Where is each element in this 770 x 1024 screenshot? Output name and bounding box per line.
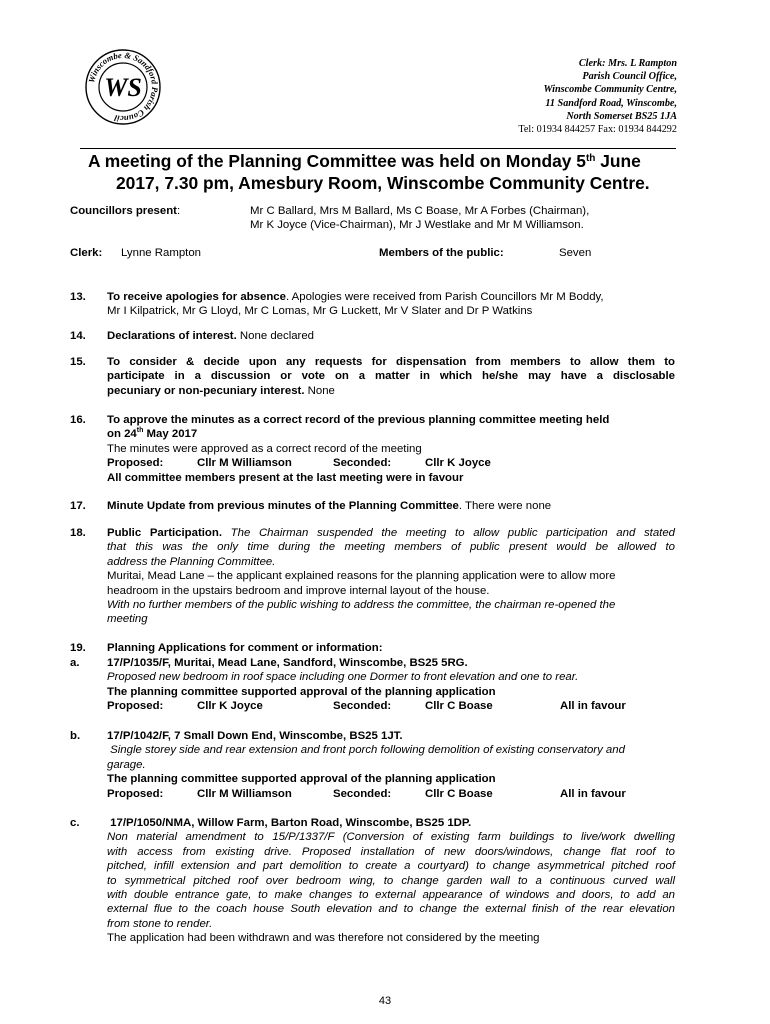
item-text: None declared bbox=[236, 330, 315, 342]
item-heading: May 2017 bbox=[143, 428, 198, 441]
proposed-value: Cllr M Williamson bbox=[197, 457, 292, 470]
proposal-line bbox=[107, 699, 675, 713]
application-description: pitched, infill extension and part demolition to create a courtyard) to change asymmetrical pitched roof bbox=[107, 860, 675, 873]
application-letter: b. bbox=[70, 730, 81, 742]
application-description: with double entrance gate, to make changes to external appearance of windows and doors, to add an bbox=[107, 889, 675, 902]
page-title bbox=[88, 150, 688, 194]
seconded-value: Cllr K Joyce bbox=[425, 457, 491, 470]
item-heading: To approve the minutes as a correct record of the previous planning committee meeting held bbox=[107, 414, 610, 426]
application-decision: The planning committee supported approval of the planning application bbox=[107, 685, 496, 698]
clerk-label: Clerk: bbox=[70, 247, 103, 259]
area-line: North Somerset BS25 1JA bbox=[566, 110, 677, 122]
item-text: The minutes were approved as a correct record of the meeting bbox=[107, 442, 422, 455]
clerk-address-block bbox=[518, 57, 677, 136]
proposed-label: Proposed: bbox=[107, 700, 164, 713]
application-description: Non material amendment to 15/P/1337/F (Conversion of existing farm buildings to live/work dwelling bbox=[107, 831, 675, 844]
item-text: The Chairman suspended the meeting to allow public participation and stated bbox=[222, 527, 675, 539]
councillors-list-2: Mr K Joyce (Vice-Chairman), Mr J Westlake and Mr M Williamson. bbox=[250, 219, 584, 232]
application-description: to symmetrical pitched roof over bedroom wing, to change garden wall to a continuous curved wall bbox=[107, 874, 675, 887]
item-text: Mr I Kilpatrick, Mr G Lloyd, Mr C Lomas, Mr G Luckett, Mr V Slater and Dr P Watkins bbox=[107, 305, 533, 318]
clerk-and-public bbox=[70, 246, 676, 261]
application-description: Single storey side and rear extension and front porch following demolition of existing conservatory and bbox=[107, 744, 625, 757]
proposed-label: Proposed: bbox=[107, 457, 164, 470]
vote-result: All in favour bbox=[560, 700, 626, 713]
item-heading: on 24 bbox=[107, 428, 137, 441]
item-number: 13. bbox=[70, 291, 86, 303]
item-number: 15. bbox=[70, 356, 86, 368]
application-decision: The planning committee supported approval of the planning application bbox=[107, 773, 496, 786]
seconded-label: Seconded: bbox=[333, 457, 392, 470]
item-number: 19. bbox=[70, 642, 86, 654]
item-heading: To consider & decide upon any requests for dispensation from members to allow them to bbox=[107, 356, 675, 368]
councillors-colon: : bbox=[176, 205, 181, 217]
item-heading: Public Participation. bbox=[107, 527, 222, 539]
proposed-value: Cllr K Joyce bbox=[197, 700, 263, 713]
public-label: Members of the public: bbox=[379, 247, 504, 259]
title-line2: 2017, 7.30 pm, Amesbury Room, Winscombe Community Centre. bbox=[116, 173, 650, 193]
item-text: Muritai, Mead Lane – the applicant explained reasons for the planning application were to allow more bbox=[107, 570, 616, 583]
proposed-label: Proposed: bbox=[107, 787, 164, 800]
proposal-line bbox=[107, 456, 675, 470]
item-heading-sup: th bbox=[136, 427, 144, 435]
item-text: that this was the only time during the meeting members of public present would be allowed to bbox=[107, 541, 675, 554]
clerk-name: Clerk: Mrs. L Rampton bbox=[578, 58, 677, 69]
item-number: 18. bbox=[70, 527, 86, 539]
title-line1-sup: th bbox=[585, 153, 596, 164]
item-text: With no further members of the public wishing to address the committee, the chairman re-opened the bbox=[107, 599, 616, 612]
item-number: 17. bbox=[70, 500, 86, 512]
item-heading: Planning Applications for comment or information: bbox=[107, 642, 383, 654]
application-description: with access from existing drive. Proposed installation of new doors/windows, change flat roof to bbox=[107, 845, 675, 858]
application-outcome: The application had been withdrawn and was therefore not considered by the meeting bbox=[107, 932, 540, 945]
tel-fax-line: Tel: 01934 844257 Fax: 01934 844292 bbox=[518, 124, 677, 136]
header-divider bbox=[80, 148, 676, 149]
item-heading: participate in a discussion or vote on a matter in which he/she may have a disclosable bbox=[107, 370, 675, 383]
application-description: external flue to the coach house South elevation and to change the external finish of the rear elevation bbox=[107, 903, 675, 916]
item-text: headroom in the upstairs bedroom and improve internal layout of the house. bbox=[107, 584, 490, 597]
item-number: 16. bbox=[70, 414, 86, 426]
application-ref: 17/P/1042/F, 7 Small Down End, Winscombe, BS25 1JT. bbox=[107, 730, 403, 742]
item-heading: Declarations of interest. bbox=[107, 330, 237, 342]
item-number: 14. bbox=[70, 330, 86, 342]
vote-result: All in favour bbox=[560, 787, 626, 800]
application-description: from stone to render. bbox=[107, 917, 213, 930]
title-line1-b: June bbox=[595, 151, 641, 171]
page-number: 43 bbox=[378, 995, 392, 1007]
item-text: None bbox=[304, 384, 335, 397]
seconded-label: Seconded: bbox=[333, 700, 392, 713]
public-value: Seven bbox=[559, 247, 592, 259]
centre-line: Winscombe Community Centre, bbox=[543, 84, 677, 96]
application-ref: 17/P/1035/F, Muritai, Mead Lane, Sandford, Winscombe, BS25 5RG. bbox=[107, 657, 468, 669]
seconded-value: Cllr C Boase bbox=[425, 787, 493, 800]
item-heading: Minute Update from previous minutes of the Planning Committee bbox=[107, 500, 459, 512]
item-text: . Apologies were received from Parish Councillors Mr M Boddy, bbox=[285, 291, 604, 303]
seconded-label: Seconded: bbox=[333, 787, 392, 800]
item-text: . There were none bbox=[458, 500, 552, 512]
application-description: Proposed new bedroom in roof space including one Dormer to front elevation and one to rear. bbox=[107, 671, 579, 684]
item-text: meeting bbox=[107, 613, 148, 626]
application-description: garage. bbox=[107, 758, 146, 771]
councillors-label: Councillors present bbox=[70, 205, 177, 217]
application-letter: a. bbox=[70, 657, 80, 669]
proposed-value: Cllr M Williamson bbox=[197, 787, 292, 800]
application-letter: c. bbox=[70, 817, 80, 829]
item-result: All committee members present at the last meeting were in favour bbox=[107, 471, 464, 484]
councillors-list-1: Mr C Ballard, Mrs M Ballard, Ms C Boase, Mr A Forbes (Chairman), bbox=[250, 205, 590, 217]
item-text: address the Planning Committee. bbox=[107, 555, 276, 568]
road-line: 11 Sandford Road, Winscombe, bbox=[545, 97, 677, 109]
application-ref: 17/P/1050/NMA, Willow Farm, Barton Road, Winscombe, BS25 1DP. bbox=[107, 817, 472, 829]
item-heading: pecuniary or non-pecuniary interest. bbox=[107, 384, 305, 397]
office-line: Parish Council Office, bbox=[582, 71, 677, 83]
item-heading: To receive apologies for absence bbox=[107, 291, 286, 303]
parish-council-logo bbox=[84, 48, 162, 126]
title-line1-a: A meeting of the Planning Committee was held on Monday 5 bbox=[88, 151, 586, 171]
logo-monogram: WS bbox=[104, 73, 142, 102]
logo-ring-text: Winscombe & Sandford Parish Council bbox=[86, 49, 161, 125]
proposal-line bbox=[107, 787, 675, 801]
seconded-value: Cllr C Boase bbox=[425, 700, 493, 713]
clerk-value: Lynne Rampton bbox=[121, 247, 201, 259]
